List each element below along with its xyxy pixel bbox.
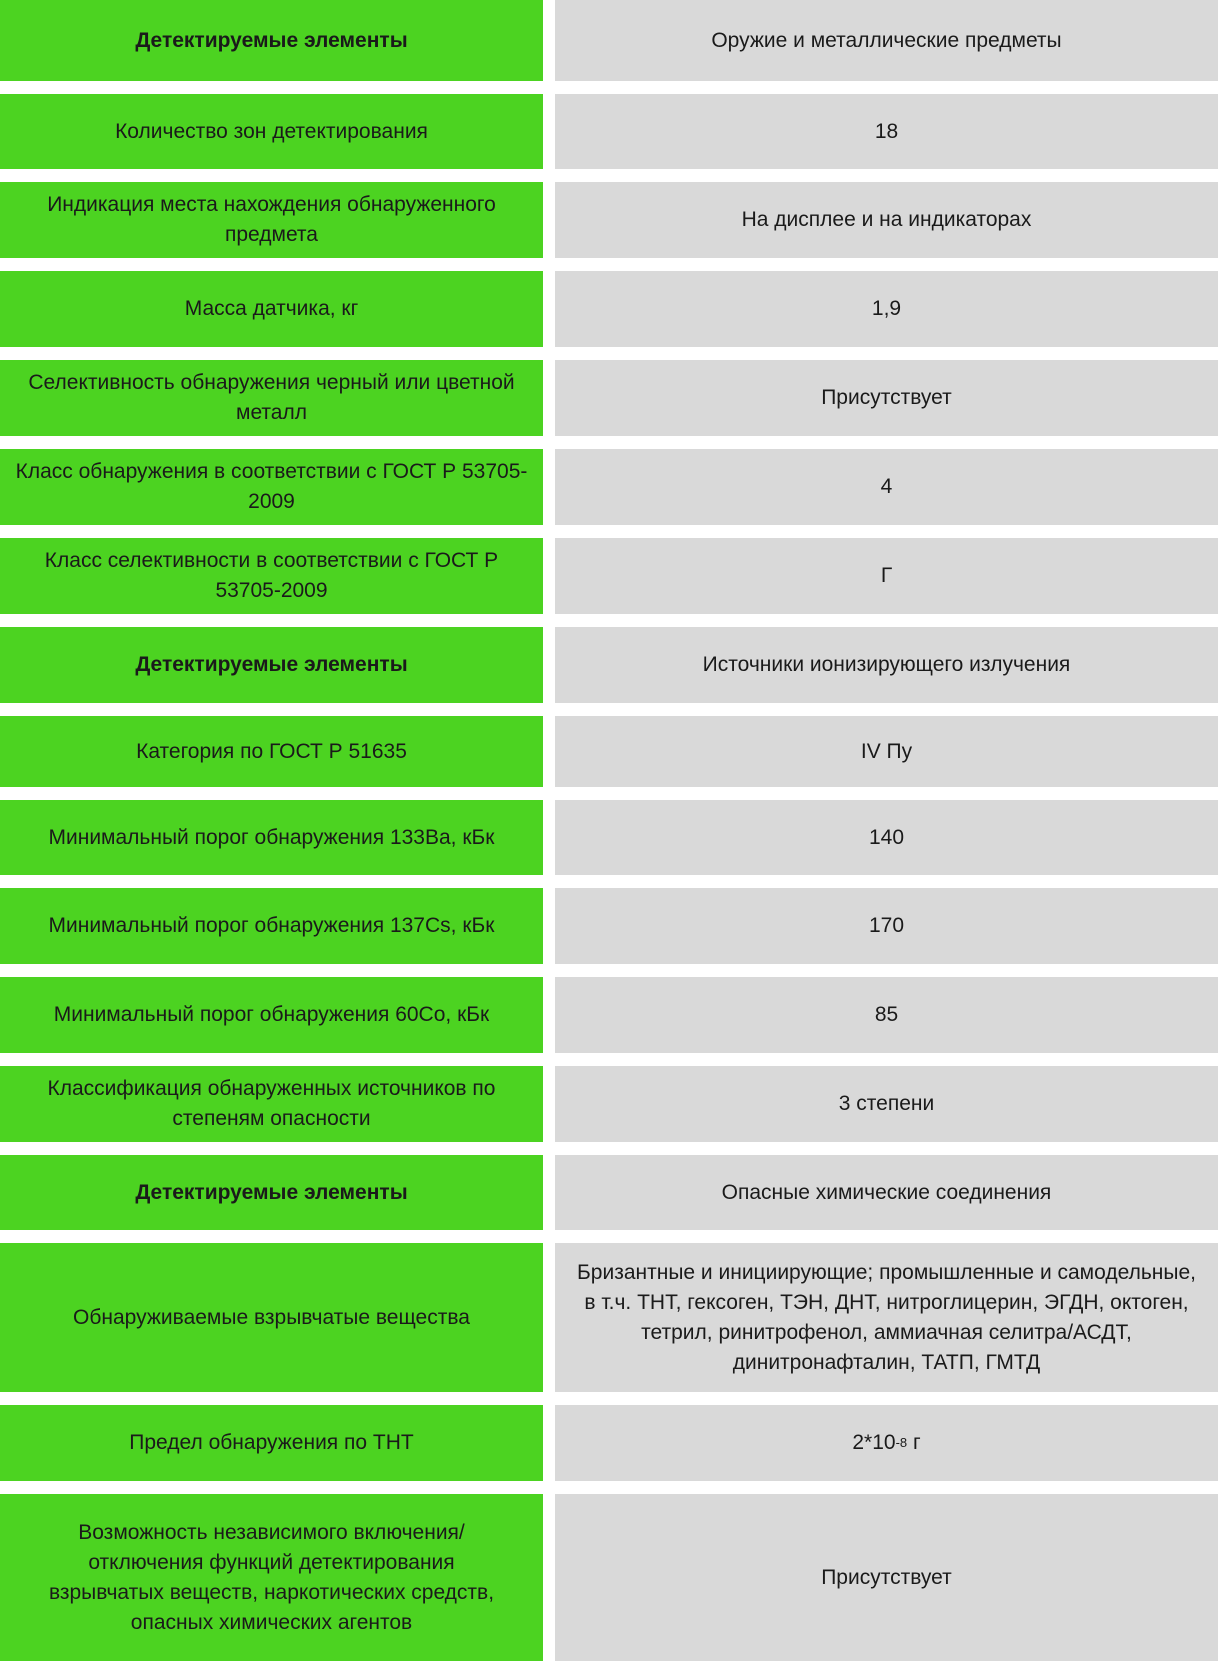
row-value: 3 степени (555, 1066, 1218, 1142)
table-row (0, 627, 1218, 703)
row-value: Источники ионизирующего излучения (555, 627, 1218, 703)
row-label: Индикация места нахождения обнаруженного предмета (0, 182, 543, 258)
row-label: Предел обнаружения по ТНТ (0, 1405, 543, 1481)
row-label: Возможность независимого включения/отключения функций детектирования взрывчатых веществ, наркотических средств, опасных химических агентов (0, 1494, 543, 1661)
table-row (0, 0, 1218, 81)
row-value: 4 (555, 449, 1218, 525)
row-label: Селективность обнаружения черный или цветной металл (0, 360, 543, 436)
row-value: Оружие и металлические предметы (555, 0, 1218, 81)
row-value: Г (555, 538, 1218, 614)
row-value: Присутствует (555, 1494, 1218, 1661)
table-row (0, 716, 1218, 787)
row-value: На дисплее и на индикаторах (555, 182, 1218, 258)
value-unit: г (907, 1431, 921, 1454)
row-label: Класс селективности в соответствии с ГОСТ Р 53705-2009 (0, 538, 543, 614)
table-row (0, 271, 1218, 347)
table-row (0, 538, 1218, 614)
table-row (0, 977, 1218, 1053)
table-row (0, 94, 1218, 169)
row-label: Количество зон детектирования (0, 94, 543, 169)
table-row (0, 1066, 1218, 1142)
row-label: Детектируемые элементы (0, 627, 543, 703)
table-row (0, 888, 1218, 964)
row-value: 170 (555, 888, 1218, 964)
row-label: Минимальный порог обнаружения 133Ba, кБк (0, 800, 543, 875)
row-value: Бризантные и инициирующие; промышленные и самодельные, в т.ч. ТНТ, гексоген, ТЭН, ДНТ, нитроглицерин, ЭГДН, октоген, тетрил, ринитрофенол, аммиачная селитра/АСДТ, динитронафталин, ТАТП, ГМТД (555, 1243, 1218, 1392)
row-label: Категория по ГОСТ Р 51635 (0, 716, 543, 787)
row-value: Присутствует (555, 360, 1218, 436)
table-row (0, 182, 1218, 258)
row-value: 2*10 -8 г (555, 1405, 1218, 1481)
row-label: Классификация обнаруженных источников по степеням опасности (0, 1066, 543, 1142)
row-label: Детектируемые элементы (0, 1155, 543, 1230)
table-row (0, 800, 1218, 875)
row-label: Минимальный порог обнаружения 60Co, кБк (0, 977, 543, 1053)
row-label: Минимальный порог обнаружения 137Cs, кБк (0, 888, 543, 964)
row-value: Опасные химические соединения (555, 1155, 1218, 1230)
table-row (0, 360, 1218, 436)
value-base: 2*10 (852, 1431, 896, 1454)
table-row (0, 1243, 1218, 1392)
row-value: 18 (555, 94, 1218, 169)
row-value: 140 (555, 800, 1218, 875)
table-row (0, 449, 1218, 525)
row-label: Обнаруживаемые взрывчатые вещества (0, 1243, 543, 1392)
row-label: Класс обнаружения в соответствии с ГОСТ Р 53705-2009 (0, 449, 543, 525)
row-label: Масса датчика, кг (0, 271, 543, 347)
row-value: 1,9 (555, 271, 1218, 347)
row-value: IV Пу (555, 716, 1218, 787)
table-row (0, 1494, 1218, 1661)
table-row (0, 1155, 1218, 1230)
table-row (0, 1405, 1218, 1481)
row-label: Детектируемые элементы (0, 0, 543, 81)
row-value: 85 (555, 977, 1218, 1053)
